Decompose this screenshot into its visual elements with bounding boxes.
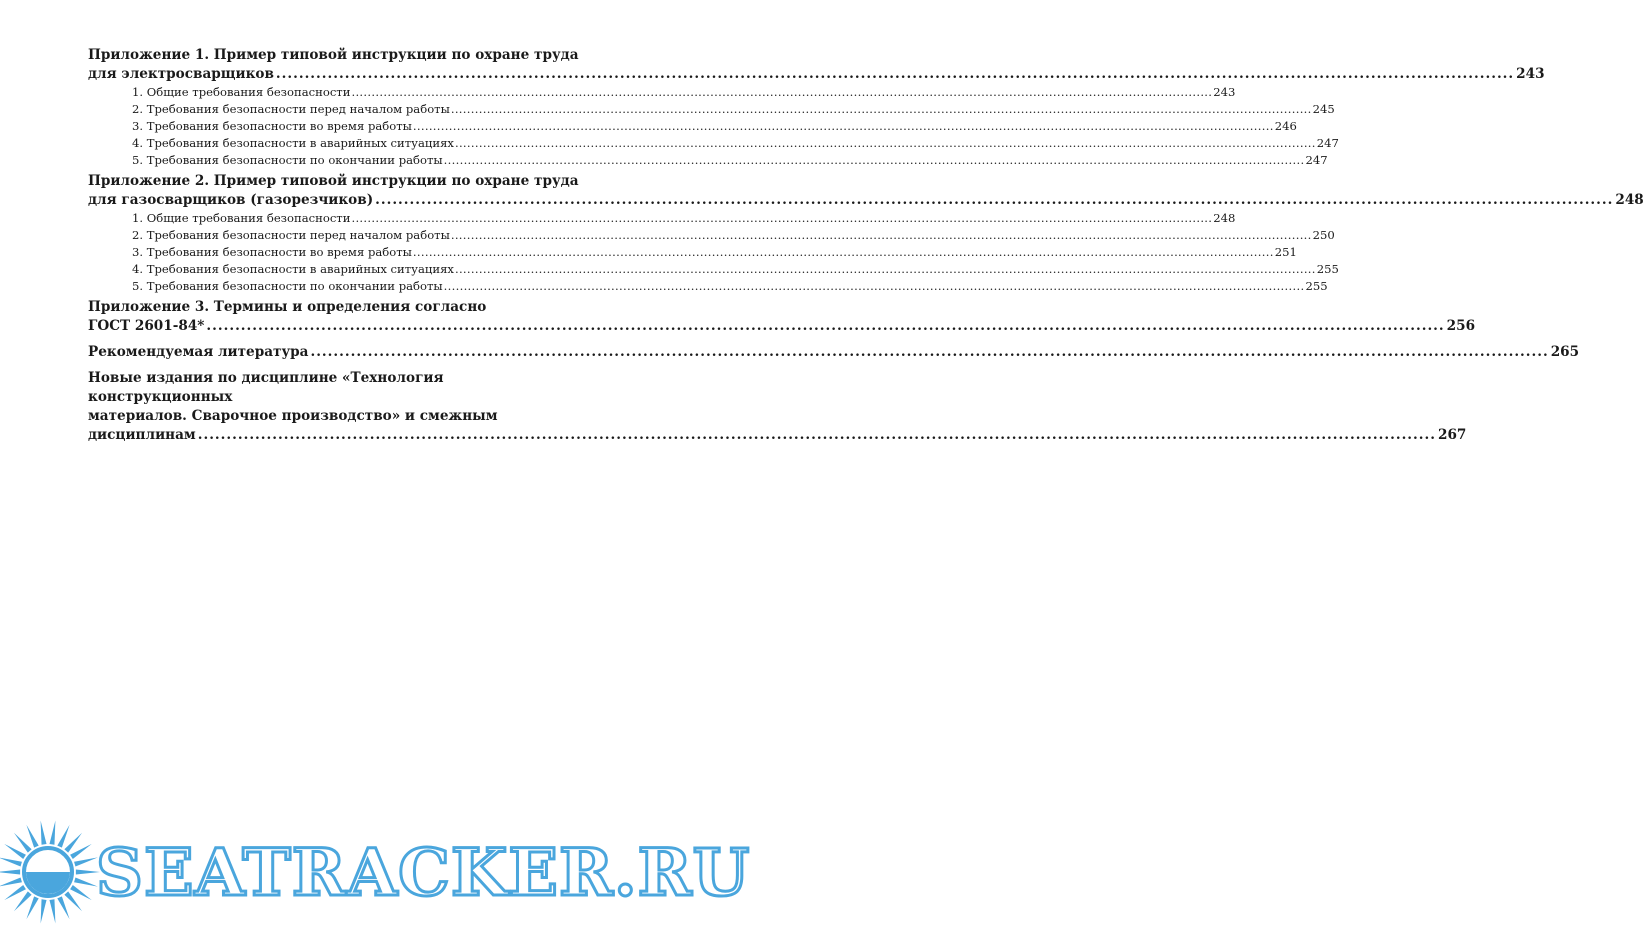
sun-ray: [0, 869, 20, 874]
dot-leader: [198, 426, 1436, 445]
sun-ray: [14, 833, 32, 853]
dot-leader: [413, 244, 1274, 261]
sun-ray: [0, 877, 22, 886]
dot-leader: [276, 65, 1514, 84]
toc-item: 3. Требования безопасности во время работы ..... 251: [88, 244, 582, 261]
dot-leader: [351, 210, 1212, 227]
toc-item: 5. Требования безопасности по окончании работы ..... 247: [88, 152, 582, 169]
page-number: 246: [1274, 119, 1297, 133]
toc-literature: Рекомендуемая литература ..... 265: [88, 343, 582, 362]
dot-leader: [455, 261, 1316, 278]
toc-item: 1. Общие требования безопасности ..... 248: [88, 210, 582, 227]
sun-ray: [49, 899, 55, 923]
page-number: 243: [1516, 66, 1545, 82]
sun-ray: [26, 825, 38, 848]
toc-item: 5. Требования безопасности по окончании работы ..... 255: [88, 278, 582, 295]
table-of-contents: [88, 46, 1644, 452]
dot-leader: [451, 101, 1312, 118]
toc-item: 2. Требования безопасности перед началом работы ..... 245: [88, 101, 582, 118]
sun-ray: [57, 896, 69, 919]
toc-appendix-2-leader: для газосварщиков (газорезчиков) ..... 248: [88, 191, 582, 210]
toc-item: 2. Требования безопасности перед началом работы ..... 250: [88, 227, 582, 244]
page-number: 243: [1213, 85, 1236, 99]
page-number: 255: [1305, 279, 1328, 293]
toc-appendix-1: [88, 46, 1545, 169]
page-number: 247: [1305, 153, 1328, 167]
sun-ray: [41, 821, 47, 845]
page-number: 245: [1312, 102, 1335, 116]
dot-leader: [351, 84, 1212, 101]
page-number: 250: [1312, 228, 1335, 242]
sun-ray: [64, 833, 82, 853]
toc-appendix-1-leader: для электросварщиков ..... 243: [88, 65, 582, 84]
toc-appendix-3-title: Приложение 3. Термины и определения согласно: [88, 299, 487, 315]
sun-ray: [57, 825, 69, 848]
sun-ray: [26, 896, 38, 919]
toc-appendix-3: Приложение 3. Термины и определения согласно ГОСТ 2601-84* ..... 256: [88, 298, 582, 336]
toc-appendix-2-title: Приложение 2. Пример типовой инструкции по охране труда: [88, 173, 579, 189]
page-number: 251: [1274, 245, 1297, 259]
dot-leader: [451, 227, 1312, 244]
page-number: 255: [1316, 262, 1339, 276]
sun-ray: [4, 844, 26, 859]
page-number: 247: [1316, 136, 1339, 150]
toc-item: 1. Общие требования безопасности ..... 243: [88, 84, 582, 101]
sun-ray: [64, 891, 82, 911]
sun-ray: [74, 877, 98, 886]
sun-ray: [14, 891, 32, 911]
sun-ray: [49, 821, 55, 845]
sun-ray: [70, 844, 92, 859]
dot-leader: [375, 191, 1613, 210]
sun-ray: [70, 885, 92, 900]
page-number: 248: [1213, 211, 1236, 225]
sun-ray: [41, 899, 47, 923]
page-number: 265: [1550, 344, 1580, 360]
sun-icon: [0, 821, 100, 924]
toc-new-editions: Новые издания по дисциплине «Технология конструкционных материалов. Сварочное производство» и смежным дисциплинам ..... 267: [88, 369, 582, 445]
page-number: 256: [1446, 318, 1476, 334]
toc-item: 3. Требования безопасности во время работы ..... 246: [88, 118, 582, 135]
toc-appendix-1-title: Приложение 1. Пример типовой инструкции по охране труда: [88, 47, 579, 63]
page-number: 248: [1615, 192, 1644, 208]
dot-leader: [455, 135, 1316, 152]
sun-ray: [74, 857, 98, 866]
toc-appendix-2: [88, 172, 1644, 295]
dot-leader: [413, 118, 1274, 135]
dot-leader: [444, 152, 1305, 169]
toc-item: 4. Требования безопасности в аварийных ситуациях ..... 255: [88, 261, 582, 278]
dot-leader: [444, 278, 1305, 295]
toc-item: 4. Требования безопасности в аварийных ситуациях ..... 247: [88, 135, 582, 152]
watermark-text: SEATRACKER.RU: [96, 835, 751, 911]
dot-leader: [310, 343, 1548, 362]
sun-ray: [0, 857, 22, 866]
dot-leader: [206, 317, 1444, 336]
page-number: 267: [1437, 427, 1467, 443]
sun-ray: [4, 885, 26, 900]
